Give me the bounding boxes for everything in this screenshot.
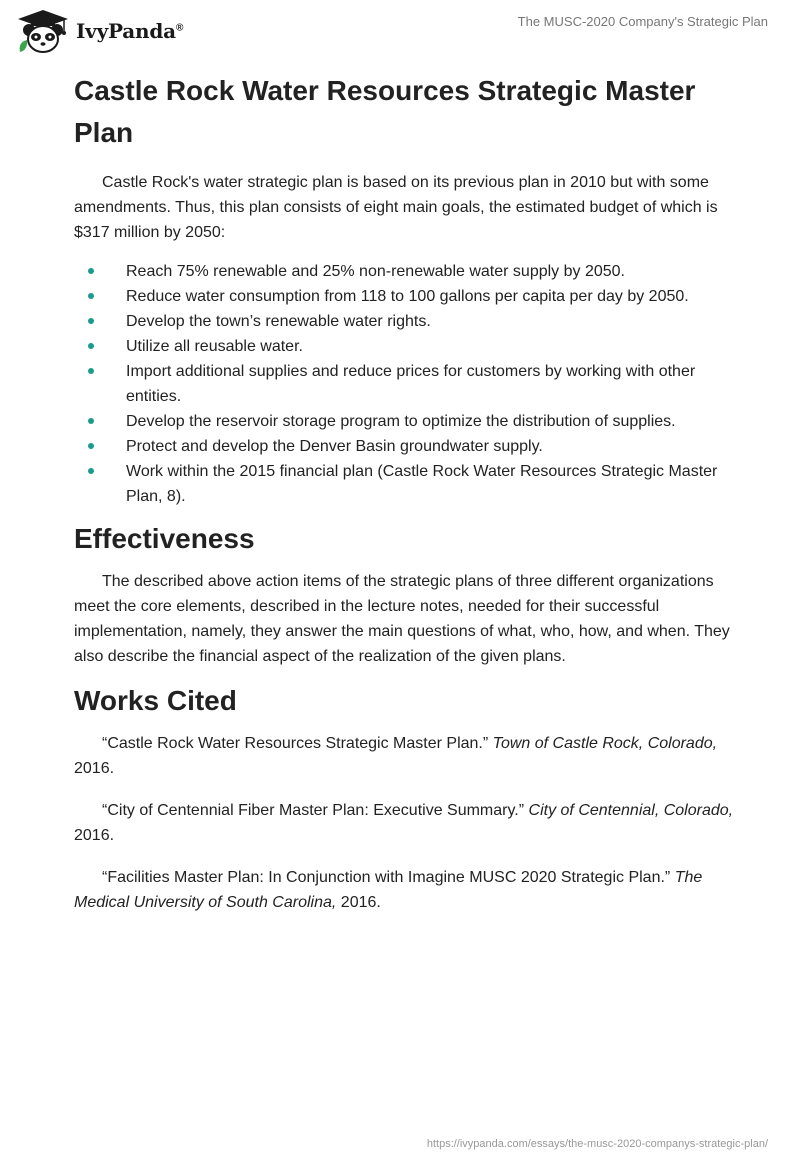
essay-content — [74, 70, 734, 932]
list-item: Import additional supplies and reduce prices for customers by working with other entities. — [74, 359, 734, 409]
panda-graduate-icon — [14, 8, 72, 54]
list-item: Reach 75% renewable and 25% non-renewable water supply by 2050. — [74, 259, 734, 284]
logo-wordmark: IvyPanda® — [76, 19, 184, 43]
source-url[interactable]: https://ivypanda.com/essays/the-musc-2020-companys-strategic-plan/ — [426, 1138, 768, 1150]
heading-works-cited: Works Cited — [74, 685, 237, 716]
list-item: Develop the reservoir storage program to optimize the distribution of supplies. — [74, 409, 734, 434]
citation: “Facilities Master Plan: In Conjunction with Imagine MUSC 2020 Strategic Plan.” The Medical University of South Carolina, 2016. — [74, 869, 703, 911]
bullet-icon — [88, 318, 94, 324]
bullet-icon — [88, 268, 94, 274]
castle-rock-intro: Castle Rock's water strategic plan is based on its previous plan in 2010 but with some amendments. Thus, this plan consists of eight main goals, the estimated budget of which is $317 million by 2050: — [74, 174, 718, 241]
bullet-icon — [88, 293, 94, 299]
list-item: Reduce water consumption from 118 to 100 gallons per capita per day by 2050. — [74, 284, 734, 309]
citation: “Castle Rock Water Resources Strategic Master Plan.” Town of Castle Rock, Colorado, 2016. — [74, 735, 718, 777]
bullet-icon — [88, 443, 94, 449]
citation: “City of Centennial Fiber Master Plan: Executive Summary.” City of Centennial, Colorado, 2016. — [74, 802, 734, 844]
bullet-icon — [88, 343, 94, 349]
bullet-icon — [88, 468, 94, 474]
list-item: Develop the town’s renewable water rights. — [74, 309, 734, 334]
list-item: Work within the 2015 financial plan (Castle Rock Water Resources Strategic Master Plan, 8). — [74, 459, 734, 509]
bullet-icon — [88, 418, 94, 424]
page-header — [0, 0, 800, 60]
ivypanda-logo[interactable] — [14, 8, 183, 54]
list-item: Utilize all reusable water. — [74, 334, 734, 359]
heading-castle-rock: Castle Rock Water Resources Strategic Master Plan — [74, 75, 696, 148]
heading-effectiveness: Effectiveness — [74, 523, 255, 554]
bullet-icon — [88, 368, 94, 374]
goals-list — [74, 259, 734, 509]
document-title: The MUSC-2020 Company's Strategic Plan — [517, 14, 768, 29]
effectiveness-body: The described above action items of the strategic plans of three different organizations meet the core elements, described in the lecture notes, needed for their successful implementation, namely, they answer the main questions of what, who, how, and when. They also describe the financial aspect of the realization of the given plans. — [74, 573, 730, 665]
list-item: Protect and develop the Denver Basin groundwater supply. — [74, 434, 734, 459]
